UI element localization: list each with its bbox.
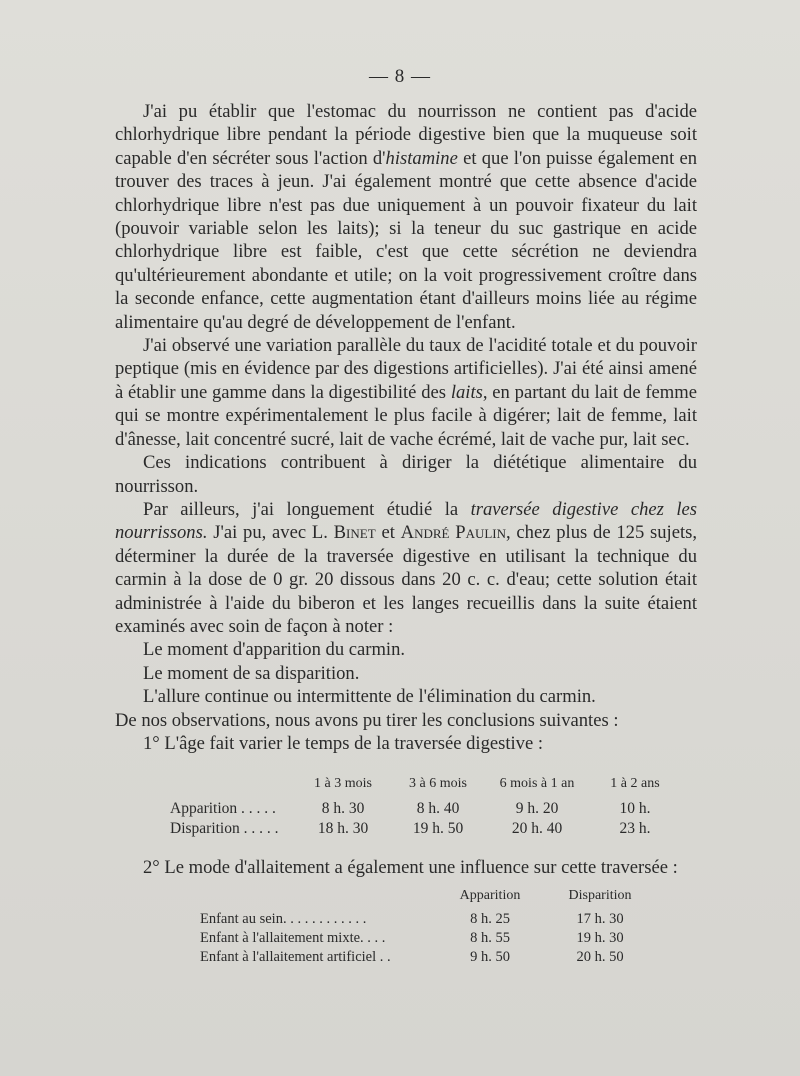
age-col-4: 1 à 2 ans bbox=[610, 776, 660, 791]
list-item-disparition: Le moment de sa disparition. bbox=[143, 662, 360, 684]
feeding-col-apparition: Apparition bbox=[459, 888, 521, 903]
table-cell: 8 h. 40 bbox=[416, 800, 460, 817]
paragraph-laits: J'ai observé une variation parallèle du taux de l'acidité totale et du pouvoir peptique (mis en évidence par des digestions artificielles). J'ai été ainsi amené à établir une gamme dans la digestibilité des laits, en partant du lait de femme qui se montre expérimentalement le plus facile à digérer; lait de femme, lait d'ânesse, lait concentré sucré, lait de vache écrémé, lait de vache pur, lait sec. bbox=[115, 335, 697, 450]
row-label: Enfant à l'allaitement artificiel . . bbox=[200, 949, 391, 965]
table-row bbox=[200, 949, 650, 968]
table-cell: 8 h. 55 bbox=[470, 930, 510, 946]
feeding-mode-intro: 2° Le mode d'allaitement a également une influence sur cette traversée : bbox=[143, 857, 678, 878]
age-col-1: 1 à 3 mois bbox=[314, 776, 372, 791]
age-col-2: 3 à 6 mois bbox=[409, 776, 467, 791]
paragraph-histamine: J'ai pu établir que l'estomac du nourrisson ne contient pas d'acide chlorhydrique libre pendant la période digestive bien que la muqueuse soit capable d'en sécréter sous l'action d'histamine et que l'on puisse également en trouver des traces à jeun. J'ai également montré que cette absence d'acide chlorhydrique libre n'est pas due uniquement à un pouvoir fixateur du lait (pouvoir variable selon les laits); si la teneur du suc gastrique en acide chlorhydrique libre est faible, c'est que cette sécrétion ne deviendra qu'ultérieurement abondante et utile; on la voit progressivement croître dans la seconde enfance, cette augmentation étant d'ailleurs moins liée au régime alimentaire qu'au degré de développement de l'enfant. bbox=[115, 101, 698, 333]
table-cell: 19 h. 50 bbox=[412, 820, 464, 837]
table-cell: 8 h. 30 bbox=[321, 800, 365, 817]
row-label: Enfant au sein. . . . . . . . . . . . bbox=[200, 911, 367, 927]
table-cell: 18 h. 30 bbox=[317, 820, 369, 837]
age-table-header bbox=[170, 776, 690, 796]
list-item-apparition: Le moment d'apparition du carmin. bbox=[143, 639, 406, 661]
row-label: Apparition . . . . . bbox=[170, 800, 276, 817]
table-cell: 20 h. 50 bbox=[576, 949, 624, 965]
body-text bbox=[115, 100, 697, 755]
row-label: Enfant à l'allaitement mixte. . . . bbox=[200, 930, 386, 946]
table-cell: 20 h. 40 bbox=[511, 820, 563, 837]
paragraph-conclusions: De nos observations, nous avons pu tirer les conclusions suivantes : bbox=[115, 709, 619, 731]
feeding-table-header bbox=[200, 888, 650, 907]
table-row bbox=[200, 911, 650, 930]
paragraph-indications: Ces indications contribuent à diriger la diététique alimentaire du nourrisson. bbox=[115, 452, 697, 497]
table-row bbox=[200, 930, 650, 949]
table-cell: 19 h. 30 bbox=[576, 930, 624, 946]
row-label: Disparition . . . . . bbox=[170, 820, 279, 837]
table-row bbox=[170, 800, 690, 820]
table-cell: 10 h. bbox=[619, 800, 651, 817]
feeding-col-disparition: Disparition bbox=[568, 888, 632, 903]
list-item-allure: L'allure continue ou intermittente de l'élimination du carmin. bbox=[143, 686, 596, 708]
table-cell: 9 h. 20 bbox=[515, 800, 559, 817]
feeding-table bbox=[200, 888, 650, 968]
table-cell: 17 h. 30 bbox=[576, 911, 624, 927]
table-cell: 9 h. 50 bbox=[470, 949, 510, 965]
age-table bbox=[170, 776, 690, 840]
table-row bbox=[170, 820, 690, 840]
table-cell: 8 h. 25 bbox=[470, 911, 510, 927]
age-col-3: 6 mois à 1 an bbox=[499, 776, 575, 791]
paragraph-traversee: Par ailleurs, j'ai longuement étudié la traversée digestive chez les nourrissons. J'ai pu, avec L. Binet et André Paulin, chez plus de 125 sujets, déterminer la durée de la traversée digestive en utilisant la technique du carmin à la dose de 0 gr. 20 dissous dans 20 c. c. d'eau; cette solution était administrée à l'aide du biberon et les langes recueillis dans la suite étaient examinés avec soin de façon à noter : bbox=[115, 498, 698, 637]
table-cell: 23 h. bbox=[619, 820, 651, 837]
page-number: — 8 — bbox=[369, 66, 431, 87]
paragraph-age: 1° L'âge fait varier le temps de la traversée digestive : bbox=[143, 732, 544, 754]
